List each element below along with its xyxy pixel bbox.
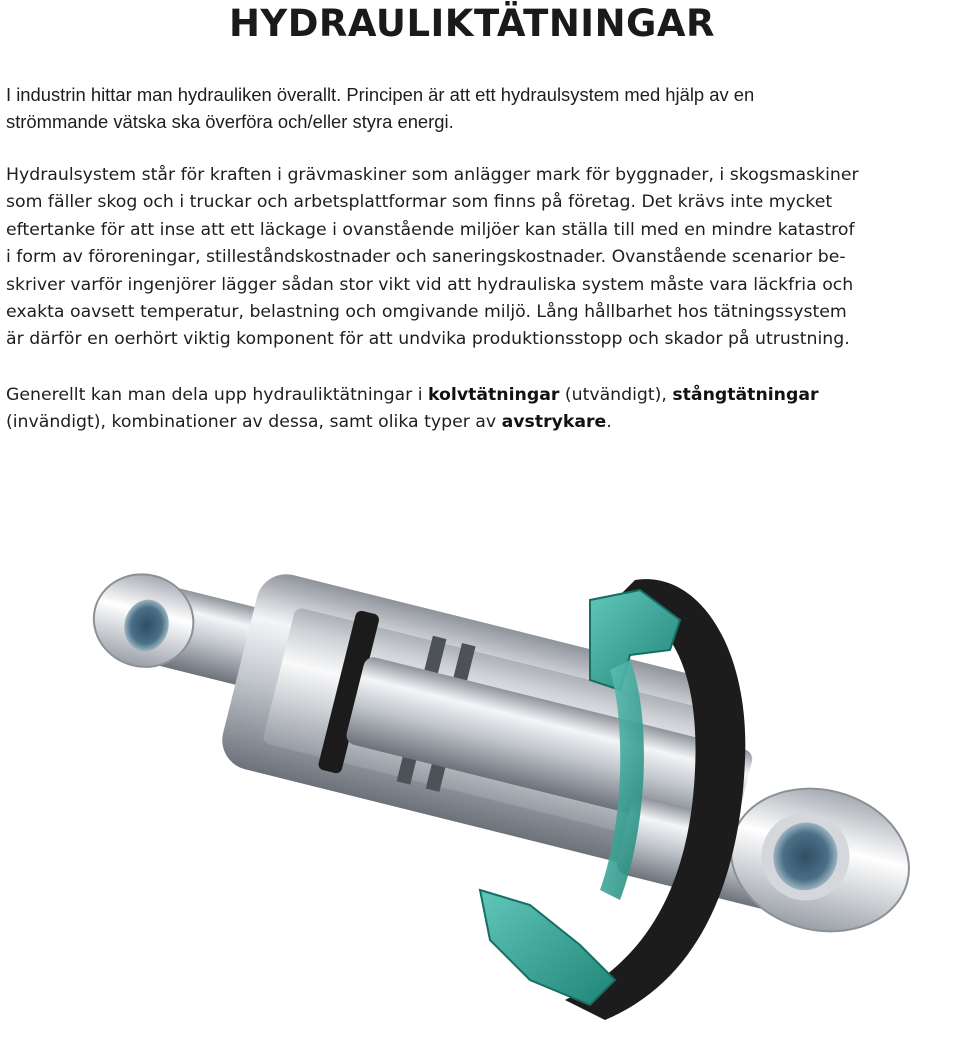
text-line bbox=[6, 382, 956, 409]
text-line: i form av föroreningar, stilleståndskostnader och saneringskostnader. Ovanstående scenarior be- bbox=[6, 247, 846, 268]
text-line: exakta oavsett temperatur, belastning och omgivande miljö. Lång hållbarhet hos tätningssystem bbox=[6, 302, 847, 323]
intro-paragraph bbox=[6, 81, 956, 136]
summary-paragraph bbox=[6, 382, 956, 437]
text-line: eftertanke för att inse att ett läckage i ovanstående miljöer kan ställa till med en mindre katastrof bbox=[6, 219, 855, 240]
right-rod-eye bbox=[716, 770, 925, 949]
term-wipers: avstrykare bbox=[501, 412, 607, 433]
summary-text: (utvändigt), bbox=[559, 385, 673, 405]
term-piston-seals: kolvtätningar bbox=[428, 385, 560, 405]
hydraulic-cylinder-illustration bbox=[60, 560, 960, 1039]
summary-text: (invändigt), kombinationer av dessa, samt olika typer av bbox=[6, 412, 502, 433]
teal-seal-bottom bbox=[480, 890, 615, 1005]
text-line: strömmande vätska ska överföra och/eller styra energi. bbox=[6, 111, 454, 133]
text-line bbox=[6, 409, 956, 436]
text-line: som fäller skog och i truckar och arbetsplattformar som finns på företag. Det krävs inte mycket bbox=[6, 192, 833, 213]
body-paragraph bbox=[6, 162, 956, 354]
term-rod-seals: stångtätningar bbox=[672, 385, 819, 405]
text-line: skriver varför ingenjörer lägger sådan stor vikt vid att hydrauliska system måste vara läckfria och bbox=[6, 274, 854, 295]
summary-text: Generellt kan man dela upp hydrauliktätningar i bbox=[6, 385, 429, 405]
summary-text: . bbox=[606, 412, 612, 433]
text-line: Hydraulsystem står för kraften i grävmaskiner som anlägger mark för byggnader, i skogsmaskiner bbox=[6, 165, 859, 185]
text-line: I industrin hittar man hydrauliken överallt. Principen är att ett hydraulsystem med hjälp av en bbox=[6, 84, 755, 105]
text-line: är därför en oerhört viktig komponent för att undvika produktionsstopp och skador på utrustning. bbox=[6, 329, 850, 350]
page-title: HYDRAULIKTÄTNINGAR bbox=[228, 2, 716, 45]
